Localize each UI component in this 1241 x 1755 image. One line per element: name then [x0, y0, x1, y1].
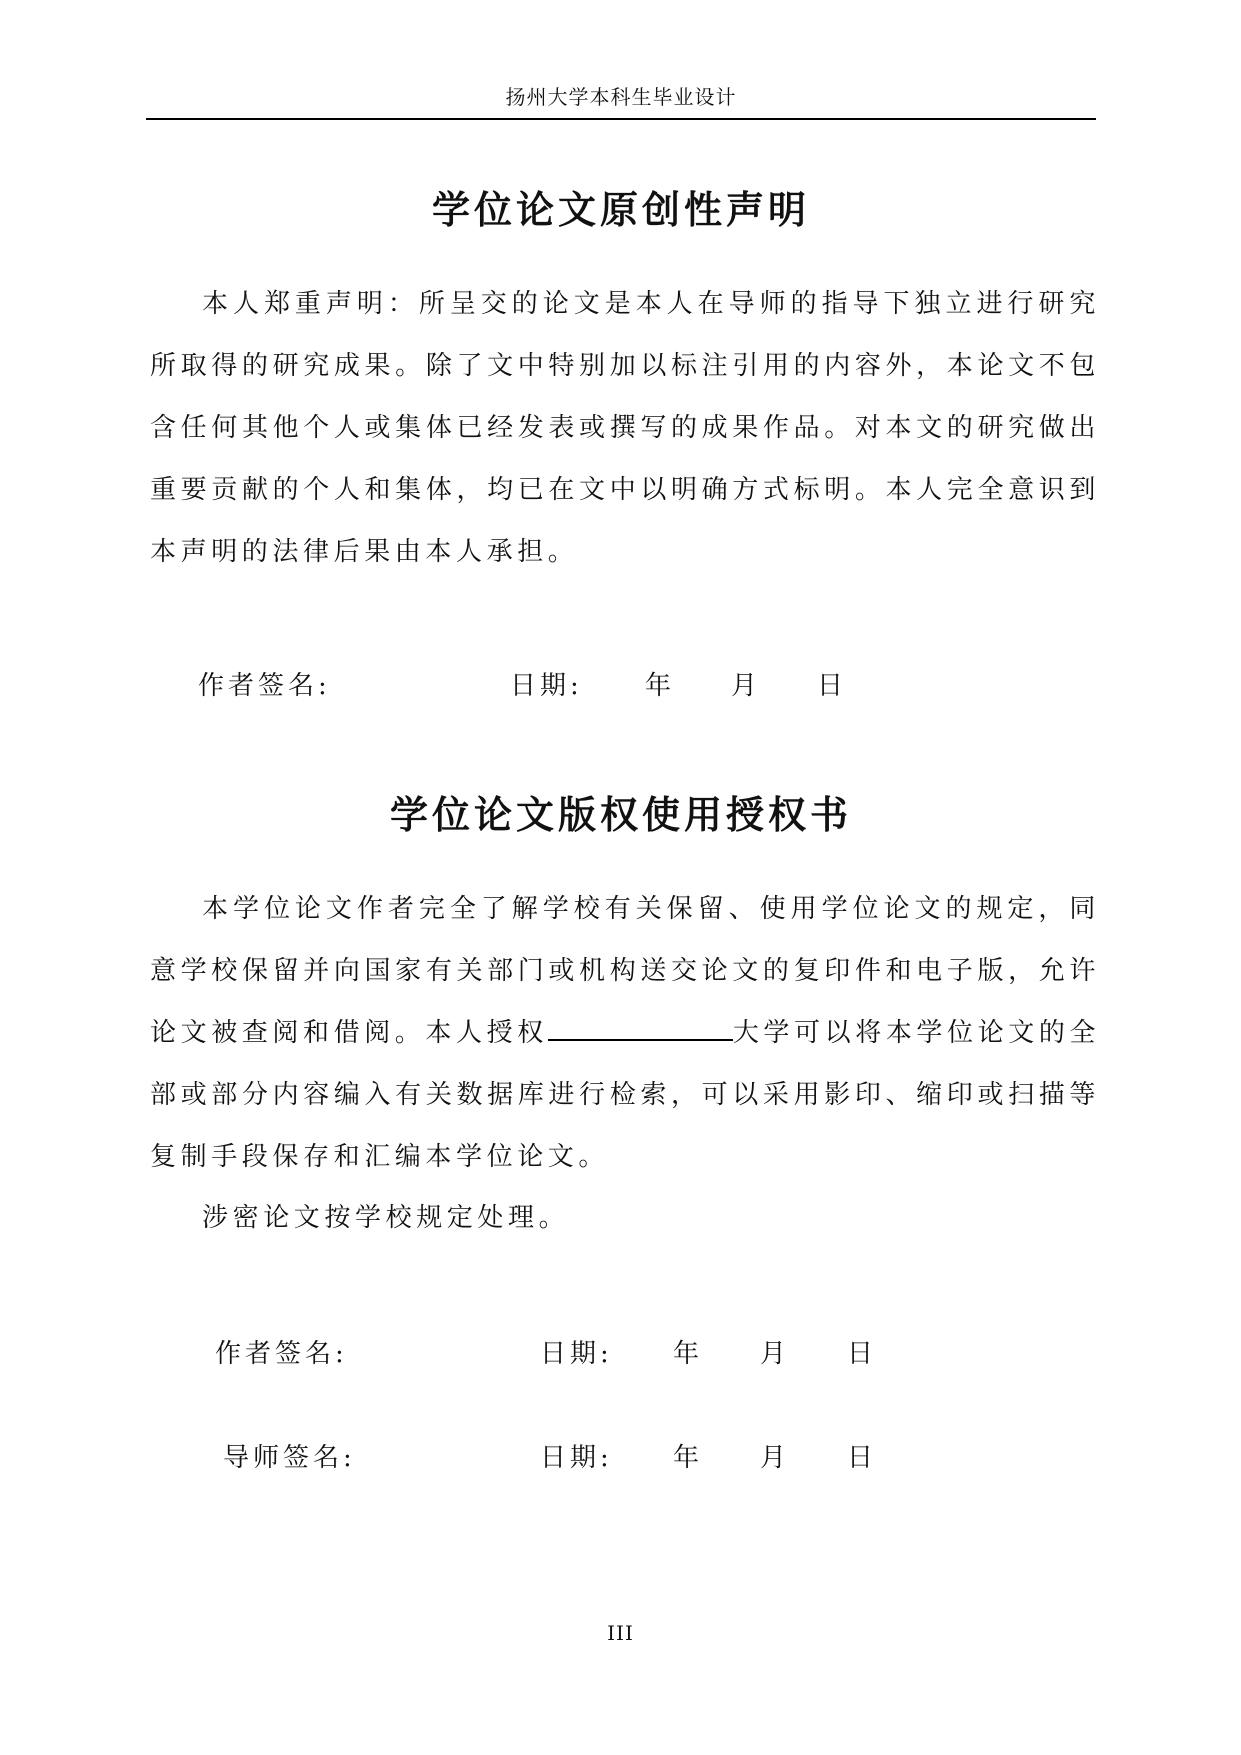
month-label: 月: [760, 1443, 791, 1473]
year-label: 年: [673, 1443, 704, 1473]
date-label: 日期:: [540, 1339, 613, 1369]
author-signature-row: [0, 1336, 1241, 1372]
month-label: 月: [760, 1339, 791, 1369]
secret-note: 涉密论文按学校规定处理。: [202, 1203, 570, 1233]
declaration-body: 本人郑重声明：所呈交的论文是本人在导师的指导下独立进行研究所取得的研究成果。除了文中特别加以标注引用的内容外，本论文不包含任何其他个人或集体已经发表或撰写的成果作品。对本文的研究做出重要贡献的个人和集体，均已在文中以明确方式标明。本人完全意识到本声明的法律后果由本人承担。: [150, 289, 1100, 567]
year-label: 年: [673, 1339, 704, 1369]
day-label: 日: [847, 1339, 878, 1369]
page-number: III: [607, 1621, 634, 1645]
advisor-signature-row: [0, 1440, 1241, 1476]
authorization-body-part2: 大学可以将本学位论文的全部或部分内容编入有关数据库进行检索，可以采用影印、缩印或扫描等复制手段保存和汇编本学位论文。: [150, 1018, 1101, 1172]
advisor-signature-label: 导师签名:: [223, 1443, 356, 1473]
authorization-title: 学位论文版权使用授权书: [389, 793, 852, 837]
day-label: 日: [817, 671, 848, 701]
authorization-body: [150, 878, 1100, 1188]
authorization-body-part1: 本学位论文作者完全了解学校有关保留、使用学位论文的规定，同意学校保留并向国家有关部门或机构送交论文的复印件和电子版，允许论文被查阅和借阅。本人授权: [150, 894, 1100, 1048]
author-signature-label: 作者签名:: [215, 1339, 348, 1369]
header-rule: [146, 118, 1096, 120]
month-label: 月: [731, 671, 762, 701]
declaration-title: 学位论文原创性声明: [431, 188, 810, 232]
author-signature-label: 作者签名:: [198, 671, 331, 701]
day-label: 日: [847, 1443, 878, 1473]
declaration-signature-row: [0, 668, 1241, 704]
running-header: 扬州大学本科生毕业设计: [505, 85, 737, 109]
date-label: 日期:: [510, 671, 583, 701]
date-label: 日期:: [540, 1443, 613, 1473]
university-blank-field[interactable]: [548, 1019, 733, 1041]
year-label: 年: [645, 671, 676, 701]
